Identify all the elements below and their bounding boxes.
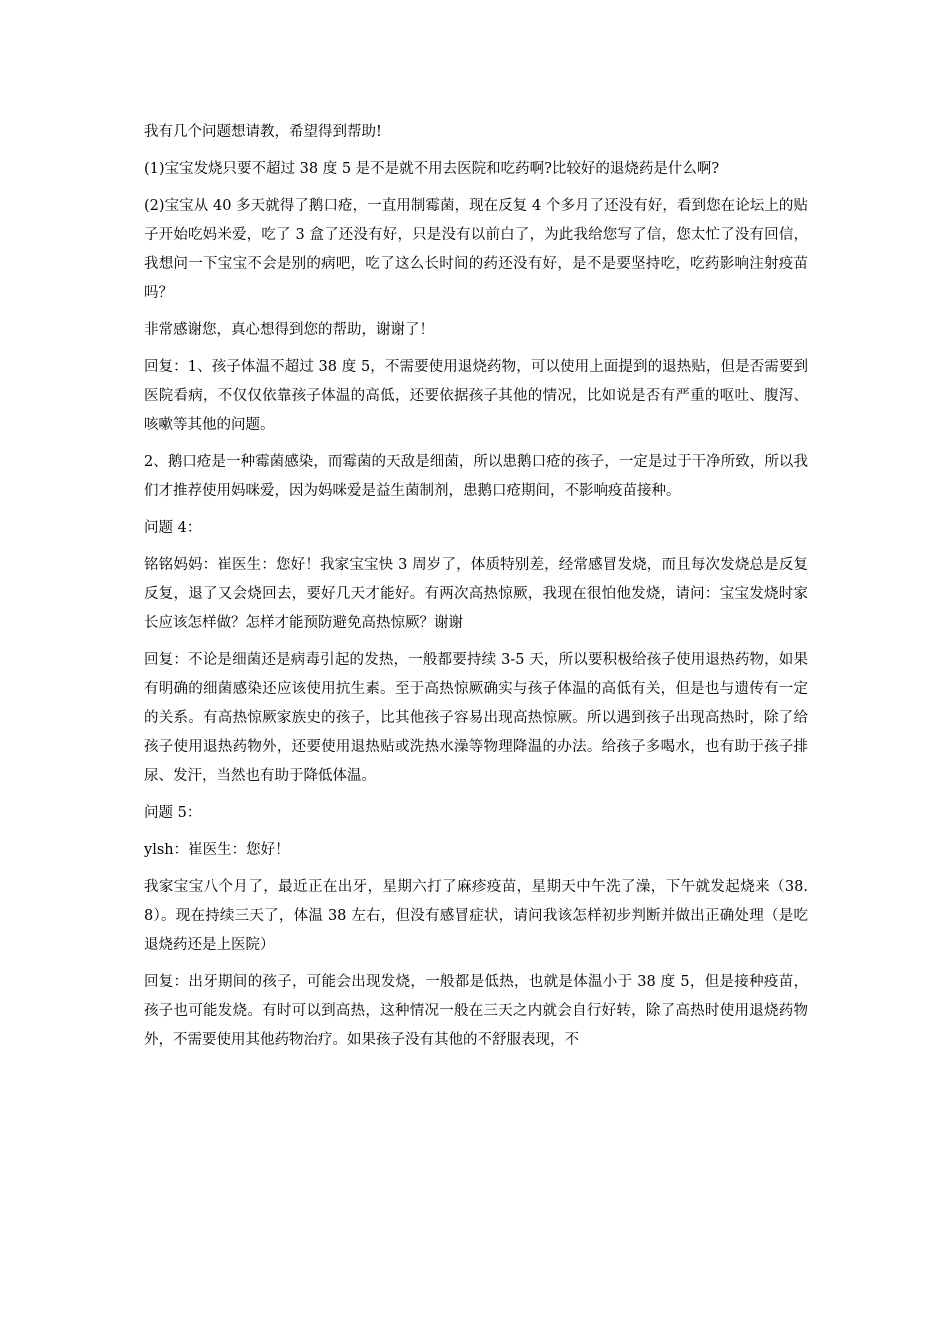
reply-4-paragraph: 回复：不论是细菌还是病毒引起的发热，一般都要持续 3-5 天，所以要积极给孩子使用退热药物，如果有明确的细菌感染还应该使用抗生素。至于高热惊厥确实与孩子体温的高低有关，但是也与遗传有一定的关系。有高热惊厥家族史的孩子，比其他孩子容易出现高热惊厥。所以遇到孩子出现高热时，除了给孩子使用退热药物外，还要使用退热贴或洗热水澡等物理降温的办法。给孩子多喝水，也有助于孩子排尿、发汗，当然也有助于降低体温。	[144, 652, 808, 784]
intro-paragraph: 我有几个问题想请教，希望得到帮助!	[144, 124, 382, 140]
question-5-greeting: ylsh：崔医生：您好！	[144, 842, 290, 858]
question-4-heading: 问题 4：	[144, 520, 202, 536]
question-1-paragraph: (1)宝宝发烧只要不超过 38 度 5 是不是就不用去医院和吃药啊?比较好的退烧药是什么啊?	[144, 161, 720, 177]
reply-2-paragraph: 2、鹅口疮是一种霉菌感染，而霉菌的天敌是细菌，所以患鹅口疮的孩子，一定是过于干净所致，所以我们才推荐使用妈咪爱，因为妈咪爱是益生菌制剂，患鹅口疮期间，不影响疫苗接种。	[144, 454, 808, 499]
question-5-paragraph: 我家宝宝八个月了，最近正在出牙，星期六打了麻疹疫苗，星期天中午洗了澡，下午就发起烧来（38.8）。现在持续三天了，体温 38 左右，但没有感冒症状，请问我该怎样初步判断并做出正确处理（是吃退烧药还是上医院）	[144, 879, 808, 953]
question-4-paragraph: 铭铭妈妈：崔医生：您好！我家宝宝快 3 周岁了，体质特别差，经常感冒发烧，而且每次发烧总是反复反复，退了又会烧回去，要好几天才能好。有两次高热惊厥，我现在很怕他发烧，请问：宝宝发烧时家长应该怎样做？怎样才能预防避免高热惊厥？谢谢	[144, 557, 808, 631]
reply-5-paragraph: 回复：出牙期间的孩子，可能会出现发烧，一般都是低热，也就是体温小于 38 度 5，但是接种疫苗，孩子也可能发烧。有时可以到高热，这种情况一般在三天之内就会自行好转，除了高热时使用退烧药物外，不需要使用其他药物治疗。如果孩子没有其他的不舒服表现，不	[144, 974, 808, 1048]
question-2-paragraph: (2)宝宝从 40 多天就得了鹅口疮，一直用制霉菌，现在反复 4 个多月了还没有好，看到您在论坛上的贴子开始吃妈米爱，吃了 3 盒了还没有好，只是没有以前白了，为此我给您写了信，您太忙了没有回信，我想问一下宝宝不会是别的病吧，吃了这么长时间的药还没有好，是不是要坚持吃，吃药影响注射疫苗吗？	[144, 198, 808, 301]
question-5-heading: 问题 5：	[144, 805, 202, 821]
thanks-paragraph: 非常感谢您，真心想得到您的帮助，谢谢了！	[144, 322, 434, 338]
document-body	[144, 118, 808, 1063]
reply-1-paragraph: 回复：1、孩子体温不超过 38 度 5，不需要使用退烧药物，可以使用上面提到的退热贴，但是否需要到医院看病，不仅仅依靠孩子体温的高低，还要依据孩子其他的情况，比如说是否有严重的呕吐、腹泻、咳嗽等其他的问题。	[144, 359, 808, 433]
